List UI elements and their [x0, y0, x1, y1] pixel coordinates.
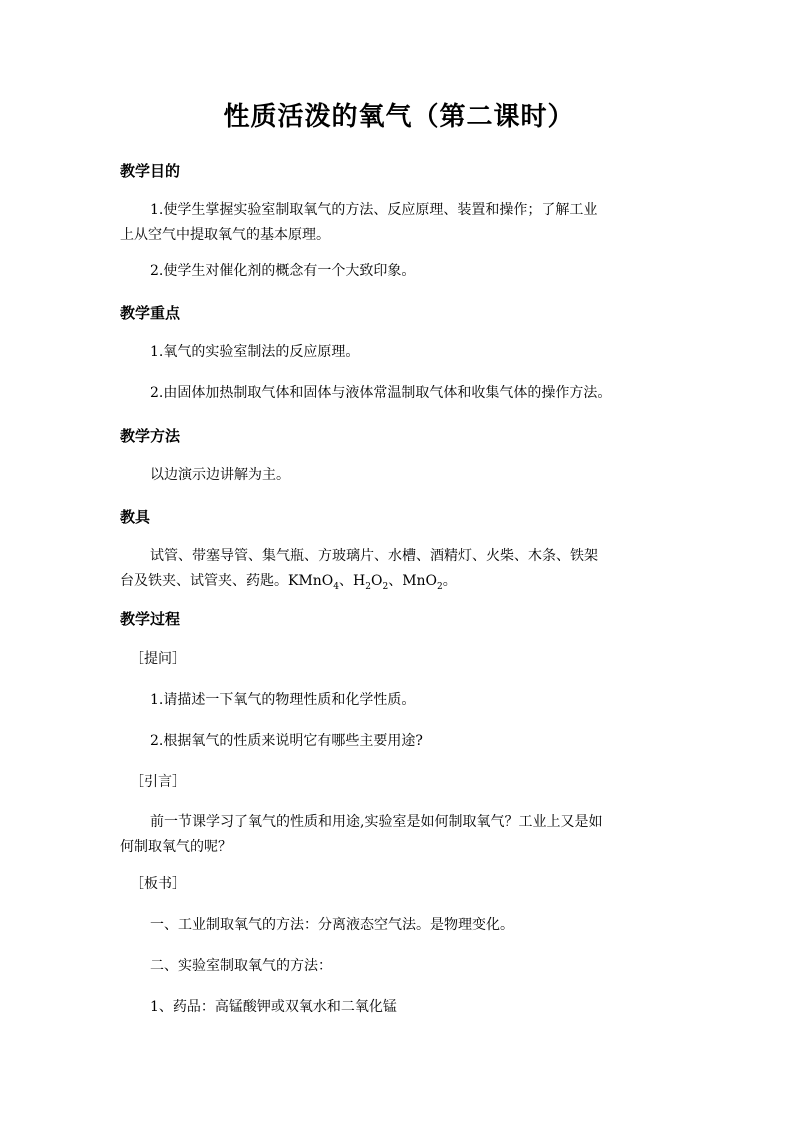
goal-item-1	[120, 198, 678, 248]
goal-item-1-line-1: 1.使学生掌握实验室制取氧气的方法、反应原理、装置和操作；了解工业	[150, 202, 598, 218]
intro-line-1: 前一节课学习了氧气的性质和用途,实验室是如何制取氧气？工业上又是如	[150, 814, 603, 830]
formula-kmno4: KMnO$_4$	[288, 573, 340, 592]
heading-tools: 教具	[120, 508, 151, 526]
label-ask: ［提问］	[130, 651, 186, 667]
label-intro: ［引言］	[130, 774, 186, 790]
heading-key: 教学重点	[120, 304, 181, 322]
ask-item-2: 2.根据氧气的性质来说明它有哪些主要用途?	[150, 733, 423, 749]
tools-line-2-text: 台及铁夹、试管夹、药匙。	[120, 573, 288, 589]
goal-item-1-line-2: 上从空气中提取氧气的基本原理。	[120, 227, 330, 243]
heading-method: 教学方法	[120, 427, 181, 445]
heading-process: 教学过程	[120, 610, 181, 628]
board-item-3: 1、药品：高锰酸钾或双氧水和二氧化锰	[150, 999, 397, 1015]
board-item-2: 二、实验室制取氧气的方法：	[150, 958, 332, 974]
key-item-2: 2.由固体加热制取气体和固体与液体常温制取气体和收集气体的操作方法。	[150, 385, 612, 401]
tools-line-1: 试管、带塞导管、集气瓶、方玻璃片、水槽、酒精灯、火柴、木条、铁架	[150, 548, 598, 564]
key-item-1: 1.氧气的实验室制法的反应原理。	[150, 344, 360, 360]
method-text: 以边演示边讲解为主。	[150, 467, 290, 483]
label-board: ［板书］	[130, 876, 186, 892]
tools-line-2: 台及铁夹、试管夹、药匙。KMnO$_4$、$H_2O_2$、MnO$_2$。	[120, 573, 457, 592]
intro-line-2: 何制取氧气的呢？	[120, 839, 232, 855]
ask-item-1: 1.请描述一下氧气的物理性质和化学性质。	[150, 692, 416, 708]
tools-list	[120, 544, 678, 600]
intro-text	[120, 810, 678, 860]
formula-mno2: MnO$_2$	[402, 573, 443, 592]
formula-h2o2: $H_2O_2$	[353, 573, 389, 592]
goal-item-2: 2.使学生对催化剂的概念有一个大致印象。	[150, 263, 416, 279]
heading-goal: 教学目的	[120, 162, 181, 180]
document-title: 性质活泼的氧气（第二课时）	[223, 102, 575, 132]
board-item-1: 一、工业制取氧气的方法：分离液态空气法。是物理变化。	[150, 917, 514, 933]
